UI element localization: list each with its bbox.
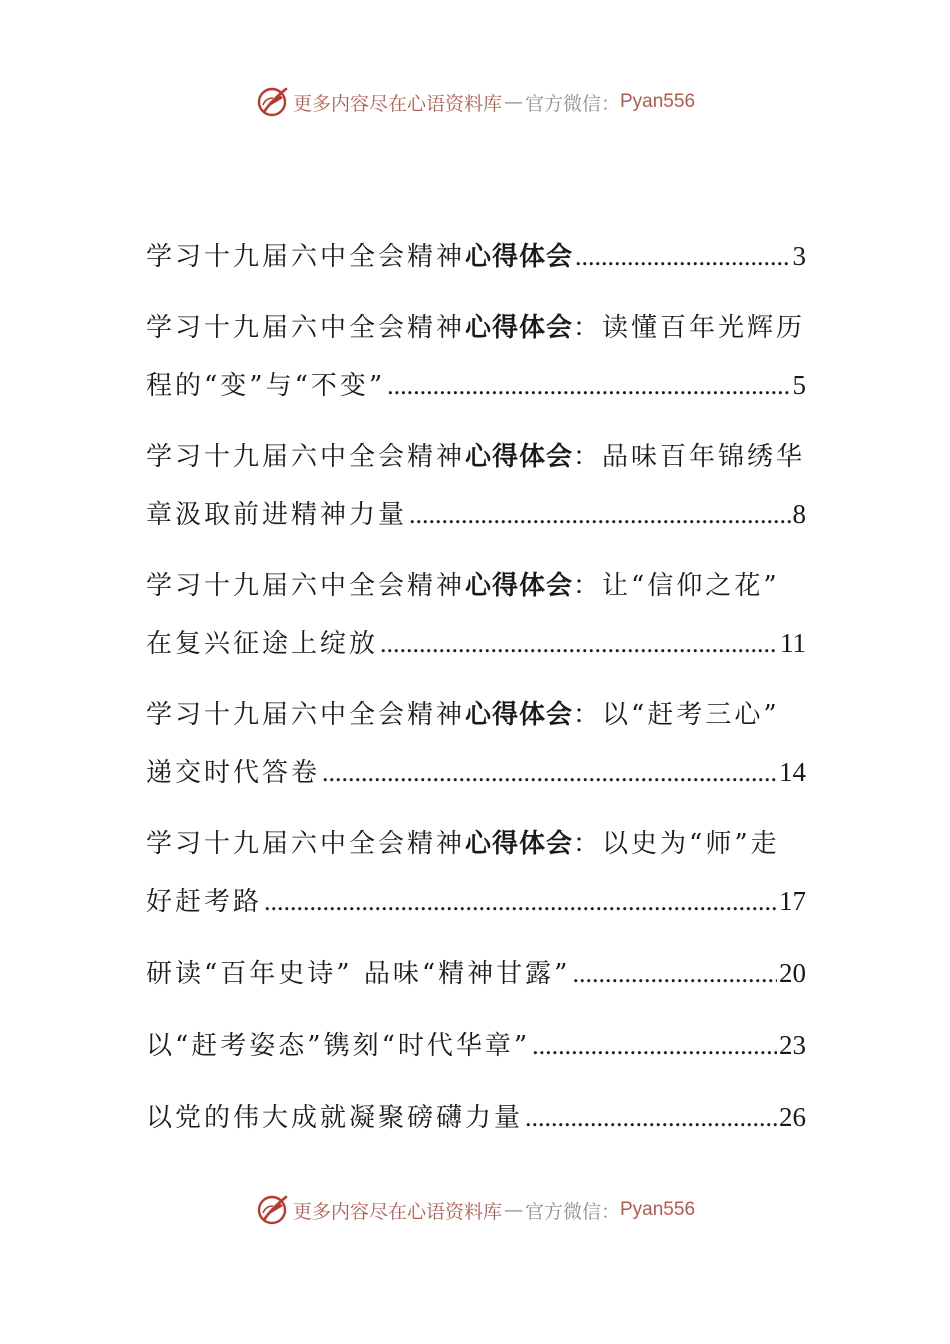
watermark-label: 官方微信： [524,92,620,115]
toc-page-number: 8 [792,499,806,529]
toc-leader-dots [525,1089,777,1146]
toc-entry-line2: 递交时代答卷 [146,758,321,788]
toc-entry-rest: ：以“赶考三心” [573,700,780,730]
watermark-wechat-id: Pyan556 [620,91,696,112]
toc-leader-dots [387,357,790,414]
quill-logo-icon [255,85,289,119]
toc-entry-1[interactable] [146,228,806,286]
toc-entry-rest: ：以史为“师”走 [573,829,780,859]
watermark-separator: — [503,91,523,113]
toc-page-number: 17 [779,886,806,916]
toc-page-number: 26 [779,1102,806,1132]
toc-page-number: 5 [792,370,806,400]
watermark-label: 官方微信： [524,1200,620,1223]
table-of-contents [146,228,806,1161]
toc-page-number: 11 [780,628,806,658]
toc-entry-prefix: 学习十九届六中全会精神 [146,242,466,272]
toc-entry-prefix: 学习十九届六中全会精神 [146,700,466,730]
toc-entry-bold: 心得体会 [465,700,574,730]
toc-entry-6[interactable] [146,816,806,931]
toc-entry-rest: ：让“信仰之花” [573,571,780,601]
toc-leader-dots [409,486,790,543]
toc-leader-dots [322,744,777,801]
toc-page-number: 3 [792,241,806,271]
toc-leader-dots [575,228,790,285]
toc-entry-line2: 好赶考路 [146,887,263,917]
watermark-wechat-id: Pyan556 [620,1199,696,1220]
quill-logo-icon [255,1193,289,1227]
footer-watermark [0,1188,950,1232]
toc-entry-title: 研读“百年史诗” 品味“精神甘露” [146,959,571,989]
toc-entry-title: 以“赶考姿态”镌刻“时代华章” [146,1031,531,1061]
toc-entry-title: 以党的伟大成就凝聚磅礴力量 [146,1103,524,1133]
watermark-text: 更多内容尽在心语资料库 [292,1200,502,1223]
toc-page-number: 20 [779,958,806,988]
toc-entry-prefix: 学习十九届六中全会精神 [146,571,466,601]
header-watermark [0,80,950,124]
toc-leader-dots [572,945,777,1002]
toc-page-number: 14 [779,757,806,787]
toc-leader-dots [532,1017,777,1074]
watermark-separator: — [503,1199,523,1221]
toc-entry-5[interactable] [146,687,806,802]
toc-entry-bold: 心得体会 [465,442,574,472]
watermark-text: 更多内容尽在心语资料库 [292,92,502,115]
toc-entry-line2: 程的“变”与“不变” [146,371,386,401]
toc-entry-4[interactable] [146,558,806,673]
toc-leader-dots [380,615,778,672]
toc-entry-rest: ：品味百年锦绣华 [573,442,806,472]
toc-entry-2[interactable] [146,300,806,415]
toc-entry-bold: 心得体会 [465,313,574,343]
toc-entry-line2: 在复兴征途上绽放 [146,629,379,659]
toc-entry-prefix: 学习十九届六中全会精神 [146,442,466,472]
toc-entry-prefix: 学习十九届六中全会精神 [146,313,466,343]
toc-entry-bold: 心得体会 [465,571,574,601]
toc-entry-8[interactable] [146,1017,806,1075]
toc-entry-9[interactable] [146,1089,806,1147]
toc-entry-3[interactable] [146,429,806,544]
toc-entry-7[interactable] [146,945,806,1003]
toc-entry-bold: 心得体会 [465,242,574,272]
toc-entry-prefix: 学习十九届六中全会精神 [146,829,466,859]
toc-entry-line2: 章汲取前进精神力量 [146,500,408,530]
toc-entry-rest: ：读懂百年光辉历 [573,313,806,343]
toc-leader-dots [264,873,777,930]
toc-entry-bold: 心得体会 [465,829,574,859]
toc-page-number: 23 [779,1030,806,1060]
